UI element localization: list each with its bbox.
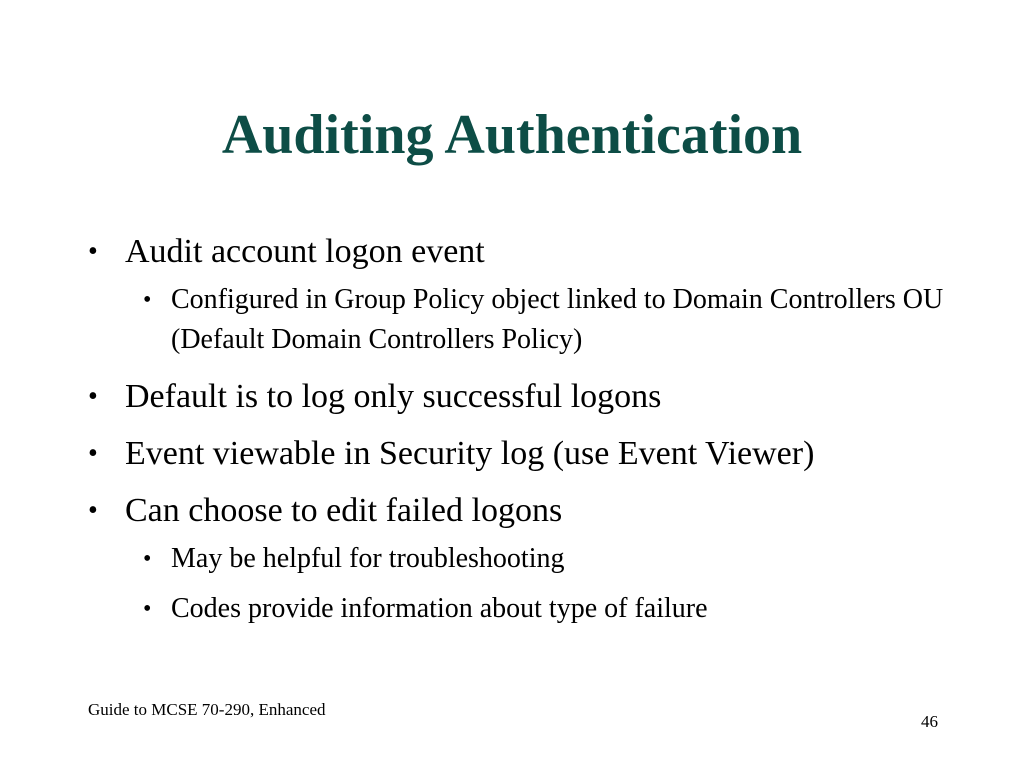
bullet-text: Can choose to edit failed logons bbox=[125, 492, 563, 529]
bullet-text: May be helpful for troubleshooting bbox=[171, 543, 565, 574]
bullet-text: Audit account logon event bbox=[125, 233, 485, 270]
slide-title: Auditing Authentication bbox=[221, 104, 803, 166]
bullet-icon: • bbox=[88, 381, 98, 412]
bullet-icon: • bbox=[88, 495, 98, 526]
footer-course-title: Guide to MCSE 70-290, Enhanced bbox=[88, 700, 326, 719]
bullet-item-audit-account-logon bbox=[88, 232, 968, 272]
bullet-text: Codes provide information about type of failure bbox=[171, 593, 708, 624]
bullet-text: Default is to log only successful logons bbox=[125, 378, 662, 415]
bullet-icon: • bbox=[143, 287, 152, 313]
bullet-item-failed-logons bbox=[88, 491, 968, 531]
bullet-icon: • bbox=[143, 546, 152, 572]
bullet-item-default-successful bbox=[88, 377, 968, 417]
footer-page-number: 46 bbox=[921, 712, 938, 731]
bullet-list bbox=[88, 232, 968, 629]
bullet-icon: • bbox=[88, 438, 98, 469]
sub-bullet-item-troubleshooting bbox=[88, 539, 968, 579]
sub-bullet-item-group-policy bbox=[88, 280, 968, 360]
bullet-item-event-viewable bbox=[88, 434, 968, 474]
bullet-icon: • bbox=[143, 596, 152, 622]
bullet-text: Configured in Group Policy object linked to Domain Controllers OU (Default Domain Controllers Policy) bbox=[171, 284, 944, 355]
bullet-icon: • bbox=[88, 236, 98, 267]
sub-bullet-item-codes bbox=[88, 589, 968, 629]
bullet-text: Event viewable in Security log (use Event Viewer) bbox=[125, 435, 815, 472]
